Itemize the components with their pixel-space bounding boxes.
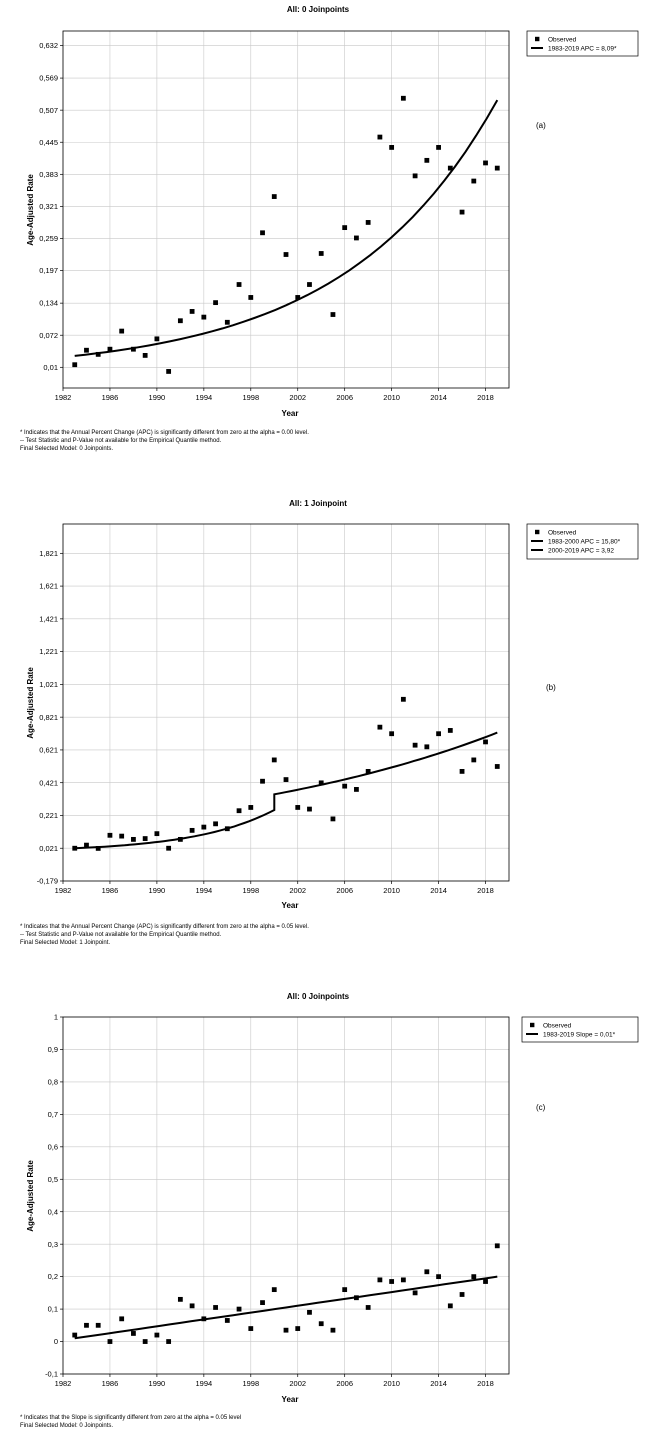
y-tick-label: 0,5 (47, 1174, 58, 1184)
y-tick-label: 0,7 (47, 1109, 58, 1119)
observed-point (190, 828, 195, 833)
observed-point (366, 1305, 371, 1310)
x-tick-label: 1998 (242, 393, 260, 402)
x-tick-label: 1998 (242, 886, 260, 895)
x-tick-label: 1990 (148, 1379, 166, 1388)
y-tick-label: 0,197 (39, 266, 58, 276)
observed-point (178, 318, 183, 323)
chart-title: All: 0 Joinpoints (286, 992, 350, 1001)
observed-point (119, 329, 124, 334)
observed-point (413, 1290, 418, 1295)
y-tick-label: 0,9 (47, 1045, 58, 1055)
y-tick-label: 1,821 (39, 548, 58, 558)
chart-panel-b (20, 499, 638, 946)
observed-point (366, 769, 371, 774)
observed-point (401, 1277, 406, 1282)
observed-point (108, 833, 113, 838)
observed-point (248, 295, 253, 300)
x-tick-label: 1982 (54, 886, 72, 895)
observed-point (295, 1326, 300, 1331)
observed-point (119, 834, 124, 839)
observed-point (483, 161, 488, 166)
legend-label: 1983-2000 APC = 15,80* (548, 538, 621, 546)
x-tick-label: 2002 (289, 393, 307, 402)
observed-point (342, 784, 347, 789)
observed-point (342, 1287, 347, 1292)
y-axis-label: Age-Adjusted Rate (26, 667, 35, 739)
observed-point (143, 353, 148, 358)
observed-point (460, 210, 465, 215)
observed-point (108, 347, 113, 352)
observed-point (178, 837, 183, 842)
observed-point (436, 1274, 441, 1279)
observed-point (307, 807, 312, 812)
observed-point (272, 1287, 277, 1292)
x-tick-label: 2014 (430, 393, 447, 402)
observed-point (143, 1339, 148, 1344)
y-tick-label: 1,421 (39, 614, 58, 624)
observed-point (413, 743, 418, 748)
y-tick-label: 0,821 (39, 712, 58, 722)
x-tick-label: 1982 (54, 1379, 72, 1388)
observed-point (154, 1333, 159, 1338)
y-tick-label: 0,021 (39, 843, 58, 853)
observed-point (295, 805, 300, 810)
y-tick-label: 0,3 (47, 1239, 58, 1249)
y-tick-label: 0,8 (47, 1077, 58, 1087)
observed-point (389, 731, 394, 736)
observed-point (237, 808, 242, 813)
observed-point (331, 312, 336, 317)
x-tick-label: 1990 (148, 886, 166, 895)
x-tick-label: 2010 (383, 393, 400, 402)
x-tick-label: 1986 (101, 393, 119, 402)
observed-point (319, 780, 324, 785)
y-tick-label: 0,321 (39, 201, 58, 211)
observed-point (260, 1300, 265, 1305)
observed-point (260, 779, 265, 784)
x-axis-label: Year (281, 1395, 299, 1404)
observed-point (225, 1318, 230, 1323)
chart-panel-c (20, 992, 638, 1429)
observed-point (389, 1279, 394, 1284)
observed-point (284, 777, 289, 782)
observed-point (471, 179, 476, 184)
y-tick-label: 1,221 (39, 647, 58, 657)
panel-label: (b) (546, 683, 556, 692)
observed-point (84, 1323, 89, 1328)
footnote: Final Selected Model: 0 Joinpoints. (20, 446, 114, 452)
x-tick-label: 1994 (195, 393, 213, 402)
legend-label: Observed (543, 1022, 572, 1030)
observed-point (460, 1292, 465, 1297)
observed-point (225, 320, 230, 325)
legend-label: 1983-2019 Slope = 0,01* (543, 1031, 616, 1039)
observed-point (424, 744, 429, 749)
observed-point (72, 362, 77, 367)
observed-point (495, 1243, 500, 1248)
x-tick-label: 2006 (336, 393, 354, 402)
observed-point (448, 1303, 453, 1308)
observed-point (319, 251, 324, 256)
observed-point (295, 295, 300, 300)
observed-point (471, 758, 476, 763)
x-tick-label: 1986 (101, 886, 119, 895)
observed-point (190, 309, 195, 314)
observed-point (213, 300, 218, 305)
observed-point (483, 1279, 488, 1284)
plot-area (63, 1017, 509, 1374)
y-tick-label: 0,383 (39, 169, 58, 179)
observed-point (248, 1326, 253, 1331)
observed-point (154, 336, 159, 341)
y-tick-label: 0 (53, 1337, 58, 1347)
observed-point (166, 369, 171, 374)
y-tick-label: 0,445 (39, 137, 58, 147)
observed-point (131, 837, 136, 842)
observed-point (166, 1339, 171, 1344)
footnote: Final Selected Model: 0 Joinpoints. (20, 1423, 114, 1429)
x-tick-label: 2018 (477, 1379, 494, 1388)
observed-point (354, 787, 359, 792)
y-tick-label: 0,421 (39, 778, 58, 788)
observed-point (119, 1316, 124, 1321)
x-axis-label: Year (281, 409, 299, 418)
y-tick-label: 1,021 (39, 679, 58, 689)
observed-point (377, 725, 382, 730)
observed-point (72, 1333, 77, 1338)
observed-point (190, 1303, 195, 1308)
legend-label: Observed (548, 36, 577, 44)
observed-point (272, 758, 277, 763)
y-tick-label: 0,134 (39, 298, 58, 308)
y-tick-label: 0,621 (39, 745, 58, 755)
footnote: * Indicates that the Annual Percent Change (APC) is significantly different from zero at the alpha = 0.05 level. (20, 924, 309, 930)
observed-point (201, 825, 206, 830)
footnote: Final Selected Model: 1 Joinpoint. (20, 940, 111, 946)
observed-point (272, 194, 277, 199)
y-tick-label: 1,621 (39, 581, 58, 591)
y-tick-label: 0,072 (39, 330, 58, 340)
observed-point (436, 731, 441, 736)
legend-label: Observed (548, 529, 577, 537)
observed-point (354, 1295, 359, 1300)
footnote: -- Test Statistic and P-Value not available for the Empirical Quantile method. (20, 438, 222, 444)
observed-point (342, 225, 347, 230)
observed-point (436, 145, 441, 150)
observed-point (166, 846, 171, 851)
y-axis-label: Age-Adjusted Rate (26, 1160, 35, 1232)
observed-point (495, 764, 500, 769)
footnote: * Indicates that the Slope is significantly different from zero at the alpha = 0.05 level (20, 1415, 242, 1421)
x-tick-label: 1990 (148, 393, 166, 402)
y-tick-label: 0,259 (39, 234, 58, 244)
y-tick-label: 0,6 (47, 1142, 58, 1152)
legend-label: 1983-2019 APC = 8,09* (548, 45, 617, 53)
observed-point (108, 1339, 113, 1344)
legend-label: 2000-2019 APC = 3,92 (548, 547, 614, 555)
y-tick-label: 1 (53, 1012, 58, 1022)
plot-area (63, 524, 509, 881)
x-tick-label: 2010 (383, 886, 400, 895)
chart-title: All: 1 Joinpoint (289, 499, 347, 508)
y-tick-label: 0,4 (47, 1207, 58, 1217)
observed-point (483, 740, 488, 745)
observed-point (366, 220, 371, 225)
x-tick-label: 2014 (430, 886, 447, 895)
observed-point (424, 1269, 429, 1274)
x-tick-label: 1982 (54, 393, 72, 402)
observed-point (448, 728, 453, 733)
x-tick-label: 2002 (289, 886, 307, 895)
y-axis-label: Age-Adjusted Rate (26, 174, 35, 246)
x-tick-label: 1994 (195, 1379, 213, 1388)
plot-area (63, 31, 509, 388)
y-tick-label: 0,01 (43, 362, 58, 372)
x-tick-label: 2014 (430, 1379, 447, 1388)
observed-point (178, 1297, 183, 1302)
observed-point (201, 315, 206, 320)
x-tick-label: 1998 (242, 1379, 260, 1388)
footnote: -- Test Statistic and P-Value not available for the Empirical Quantile method. (20, 932, 222, 938)
panel-label: (c) (536, 1103, 546, 1112)
observed-point (448, 166, 453, 171)
fitted-trend-line (75, 100, 498, 356)
observed-point (319, 1321, 324, 1326)
observed-point (284, 1328, 289, 1333)
observed-point (331, 1328, 336, 1333)
observed-point (354, 236, 359, 241)
x-tick-label: 2010 (383, 1379, 400, 1388)
x-tick-label: 2006 (336, 1379, 354, 1388)
legend-square-marker (535, 37, 539, 41)
chart-panel-a (20, 5, 638, 452)
y-tick-label: 0,221 (39, 811, 58, 821)
y-tick-label: -0,179 (36, 876, 58, 886)
observed-point (307, 282, 312, 287)
observed-point (96, 1323, 101, 1328)
observed-point (84, 843, 89, 848)
observed-point (377, 135, 382, 140)
x-tick-label: 2002 (289, 1379, 307, 1388)
observed-point (331, 817, 336, 822)
observed-point (307, 1310, 312, 1315)
y-tick-label: 0,1 (47, 1304, 58, 1314)
x-tick-label: 2018 (477, 393, 494, 402)
x-axis-label: Year (281, 901, 299, 910)
observed-point (131, 1331, 136, 1336)
observed-point (237, 1307, 242, 1312)
observed-point (96, 352, 101, 357)
footnote: * Indicates that the Annual Percent Change (APC) is significantly different from zero at the alpha = 0.00 level. (20, 430, 309, 436)
observed-point (260, 230, 265, 235)
observed-point (413, 173, 418, 178)
observed-point (154, 831, 159, 836)
observed-point (237, 282, 242, 287)
y-tick-label: -0,1 (45, 1369, 58, 1379)
observed-point (213, 1305, 218, 1310)
y-tick-label: 0,2 (47, 1272, 58, 1282)
observed-point (213, 821, 218, 826)
observed-point (460, 769, 465, 774)
x-tick-label: 1986 (101, 1379, 119, 1388)
x-tick-label: 1994 (195, 886, 213, 895)
y-tick-label: 0,569 (39, 73, 58, 83)
observed-point (72, 846, 77, 851)
chart-title: All: 0 Joinpoints (286, 5, 350, 14)
observed-point (131, 347, 136, 352)
observed-point (84, 348, 89, 353)
legend-square-marker (530, 1023, 534, 1027)
observed-point (143, 836, 148, 841)
x-tick-label: 2006 (336, 886, 354, 895)
observed-point (201, 1316, 206, 1321)
observed-point (401, 697, 406, 702)
observed-point (248, 805, 253, 810)
observed-point (96, 846, 101, 851)
observed-point (389, 145, 394, 150)
observed-point (471, 1274, 476, 1279)
x-tick-label: 2018 (477, 886, 494, 895)
observed-point (284, 252, 289, 257)
panel-label: (a) (536, 121, 546, 130)
y-tick-label: 0,507 (39, 105, 58, 115)
legend-square-marker (535, 530, 539, 534)
observed-point (225, 826, 230, 831)
observed-point (424, 158, 429, 163)
observed-point (377, 1277, 382, 1282)
observed-point (495, 166, 500, 171)
observed-point (401, 96, 406, 101)
y-tick-label: 0,632 (39, 41, 58, 51)
